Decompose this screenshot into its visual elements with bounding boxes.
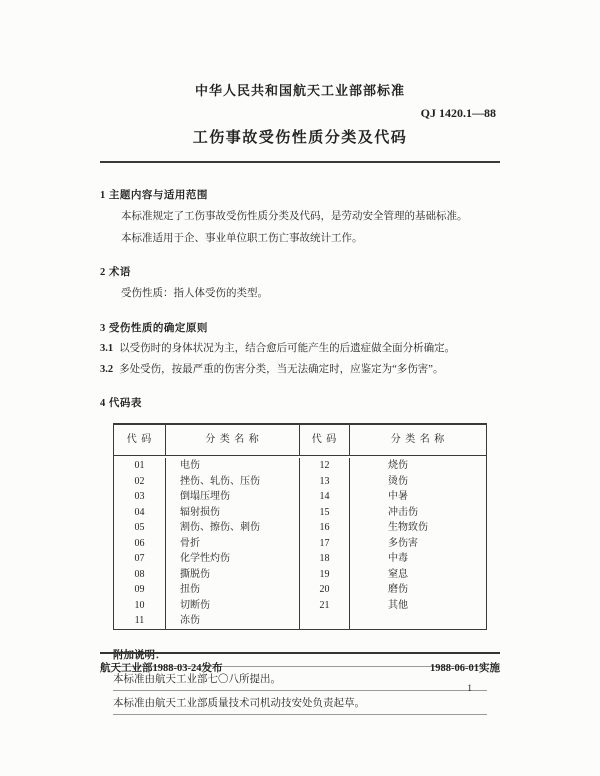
column-header-code-right: 代 码 bbox=[300, 425, 350, 455]
clause-3-1 bbox=[100, 342, 500, 356]
clause-3-2-text: 多处受伤，按最严重的伤害分类，当无法确定时，应鉴定为“多伤害”。 bbox=[119, 363, 444, 375]
section-2-paragraph-1: 受伤性质：指人体受伤的类型。 bbox=[121, 288, 268, 300]
section-1-paragraph-2: 本标准适用于企、事业单位职工伤亡事故统计工作。 bbox=[121, 232, 363, 244]
section-1-heading: 1 主题内容与适用范围 bbox=[100, 190, 208, 201]
code-cell: 20 bbox=[300, 582, 350, 598]
name-cell: 烫伤 bbox=[388, 475, 408, 487]
code-cell: 03 bbox=[114, 489, 166, 505]
clause-3-2-number: 3.2 bbox=[100, 363, 114, 375]
column-header-code-left: 代 码 bbox=[114, 425, 166, 455]
name-cell: 冲击伤 bbox=[388, 506, 418, 518]
additional-notes bbox=[113, 647, 487, 715]
name-cell: 电伤 bbox=[166, 458, 300, 474]
table-row bbox=[114, 582, 486, 598]
code-cell: 15 bbox=[300, 505, 350, 521]
notes-drafted-by: 本标准由航天工业部质量技术司机动技安处负责起草。 bbox=[113, 691, 487, 715]
document-title: 工伤事故受伤性质分类及代码 bbox=[192, 130, 408, 146]
notes-heading: 附加说明： bbox=[113, 647, 487, 667]
name-cell: 生物致伤 bbox=[388, 522, 428, 534]
implementation-date: 1988-06-01实施 bbox=[430, 663, 500, 674]
table-row bbox=[114, 520, 486, 536]
section-4-heading: 4 代码表 bbox=[100, 398, 142, 410]
issuing-org-line: 中华人民共和国航天工业部部标准 bbox=[194, 83, 405, 98]
header-divider bbox=[100, 161, 500, 163]
code-cell: 10 bbox=[114, 598, 166, 614]
name-cell: 烧伤 bbox=[388, 460, 408, 472]
code-cell: 18 bbox=[300, 551, 350, 567]
name-cell: 磨伤 bbox=[388, 584, 408, 596]
section-1-paragraph-1: 本标准规定了工伤事故受伤性质分类及代码，是劳动安全管理的基础标准。 bbox=[121, 211, 468, 222]
name-cell: 割伤、擦伤、刺伤 bbox=[166, 520, 300, 536]
footer bbox=[100, 660, 500, 675]
section-3-heading: 3 受伤性质的确定原则 bbox=[100, 322, 208, 334]
standard-number: QJ 1420.1—88 bbox=[420, 106, 496, 120]
code-cell: 02 bbox=[114, 474, 166, 490]
table-row bbox=[114, 458, 486, 474]
clause-3-2 bbox=[100, 363, 500, 377]
issue-date: 航天工业部1988-03-24发布 bbox=[100, 663, 223, 674]
code-cell: 07 bbox=[114, 551, 166, 567]
name-cell: 撕脱伤 bbox=[166, 567, 300, 583]
code-cell: 21 bbox=[300, 598, 350, 614]
name-cell: 倒塌压埋伤 bbox=[166, 489, 300, 505]
table-header-row bbox=[114, 425, 486, 456]
name-cell: 化学性灼伤 bbox=[166, 551, 300, 567]
code-cell: 01 bbox=[114, 458, 166, 474]
name-cell: 骨折 bbox=[166, 536, 300, 552]
table-row bbox=[114, 474, 486, 490]
code-cell: 12 bbox=[300, 458, 350, 474]
code-cell: 05 bbox=[114, 520, 166, 536]
name-cell: 扭伤 bbox=[166, 582, 300, 598]
name-cell: 其他 bbox=[388, 599, 408, 611]
code-cell: 19 bbox=[300, 567, 350, 583]
table-row bbox=[114, 598, 486, 614]
name-cell: 中毒 bbox=[388, 553, 408, 565]
table-row bbox=[114, 613, 486, 629]
code-cell: 04 bbox=[114, 505, 166, 521]
code-cell: 16 bbox=[300, 520, 350, 536]
column-header-name-left: 分 类 名 称 bbox=[166, 425, 300, 455]
code-cell: 06 bbox=[114, 536, 166, 552]
code-cell: 14 bbox=[300, 489, 350, 505]
clause-3-1-text: 以受伤时的身体状况为主，结合愈后可能产生的后遗症做全面分析确定。 bbox=[119, 342, 456, 354]
name-cell: 多伤害 bbox=[388, 537, 418, 549]
name-cell: 窒息 bbox=[388, 568, 408, 580]
name-cell: 辐射损伤 bbox=[166, 505, 300, 521]
section-2-heading: 2 术语 bbox=[100, 267, 131, 279]
clause-3-1-number: 3.1 bbox=[100, 342, 114, 354]
table-row bbox=[114, 567, 486, 583]
name-cell: 挫伤、轧伤、压伤 bbox=[166, 474, 300, 490]
column-header-name-right: 分 类 名 称 bbox=[390, 434, 446, 446]
table-row bbox=[114, 551, 486, 567]
code-cell: 13 bbox=[300, 474, 350, 490]
table-row bbox=[114, 489, 486, 505]
name-cell: 中暑 bbox=[388, 491, 408, 503]
name-cell: 切断伤 bbox=[166, 598, 300, 614]
code-cell: 08 bbox=[114, 567, 166, 583]
name-cell bbox=[350, 613, 486, 629]
name-cell: 冻伤 bbox=[166, 613, 300, 629]
code-cell: 09 bbox=[114, 582, 166, 598]
notes-proposed-by: 本标准由航天工业部七〇八所提出。 bbox=[113, 667, 487, 691]
table-row bbox=[114, 536, 486, 552]
code-cell: 17 bbox=[300, 536, 350, 552]
page-number: 1 bbox=[467, 684, 472, 694]
code-cell bbox=[300, 613, 350, 629]
table-row bbox=[114, 505, 486, 521]
injury-code-table bbox=[113, 423, 487, 630]
footer-divider bbox=[100, 652, 500, 654]
code-cell: 11 bbox=[114, 613, 166, 629]
